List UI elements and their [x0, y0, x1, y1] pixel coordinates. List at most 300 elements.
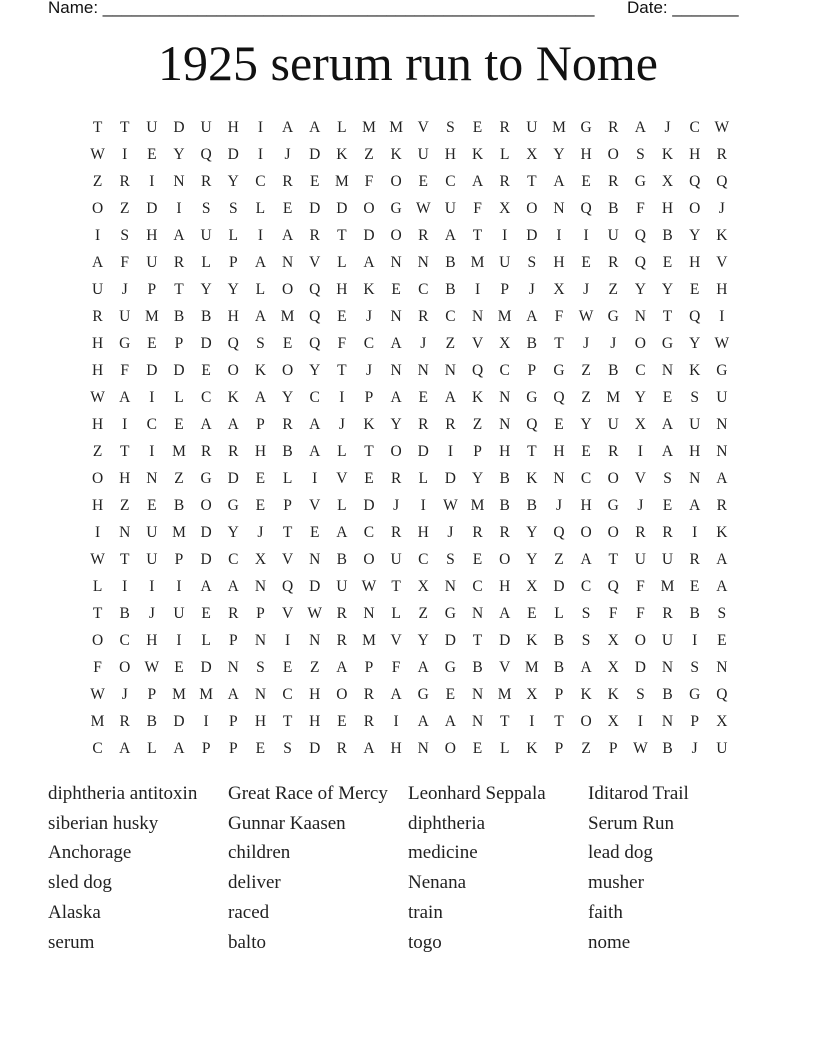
grid-letter: O: [689, 199, 701, 217]
grid-letter: T: [92, 118, 103, 136]
grid-letter: M: [90, 712, 105, 730]
grid-letter: B: [689, 604, 700, 622]
grid-letter: Y: [200, 280, 212, 298]
grid-letter: N: [689, 469, 701, 487]
grid-letter: R: [445, 415, 456, 433]
grid-letter: H: [553, 442, 565, 460]
grid-letter: T: [472, 226, 483, 244]
grid-letter: R: [418, 415, 429, 433]
grid-row: [84, 438, 735, 465]
grid-letter: N: [309, 631, 321, 649]
grid-letter: O: [607, 469, 619, 487]
grid-letter: T: [608, 550, 618, 568]
grid-letter: I: [556, 226, 562, 244]
grid-letter: P: [201, 739, 211, 757]
grid-letter: E: [581, 172, 591, 190]
grid-letter: H: [254, 442, 267, 460]
grid-letter: P: [500, 280, 509, 298]
grid-letter: C: [119, 631, 130, 649]
grid-row: [84, 735, 735, 762]
grid-letter: J: [637, 496, 644, 514]
grid-letter: Z: [472, 415, 483, 433]
grid-letter: I: [502, 226, 508, 244]
grid-letter: R: [336, 739, 347, 757]
grid-letter: L: [337, 118, 347, 136]
grid-letter: J: [691, 739, 698, 757]
grid-letter: U: [716, 739, 728, 757]
grid-letter: J: [718, 199, 725, 217]
grid-letter: Y: [661, 280, 674, 298]
grid-letter: B: [173, 496, 185, 514]
grid-letter: Y: [553, 145, 565, 163]
grid-letter: H: [91, 361, 104, 379]
grid-letter: P: [256, 415, 265, 433]
grid-letter: M: [172, 685, 186, 703]
grid-letter: P: [228, 739, 238, 757]
grid-letter: U: [526, 118, 538, 136]
grid-letter: B: [445, 280, 456, 298]
grid-letter: W: [307, 604, 323, 622]
word-list-item: deliver: [228, 872, 281, 894]
grid-letter: M: [470, 253, 485, 271]
grid-letter: T: [174, 280, 184, 298]
grid-letter: Z: [92, 442, 103, 460]
grid-letter: H: [309, 685, 321, 703]
grid-letter: U: [173, 604, 185, 622]
grid-letter: Y: [634, 280, 646, 298]
grid-letter: I: [637, 442, 643, 460]
grid-letter: Y: [689, 226, 701, 244]
grid-letter: G: [634, 172, 646, 190]
word-list-item: diphtheria: [408, 812, 486, 834]
grid-letter: L: [337, 496, 347, 514]
grid-letter: X: [526, 685, 538, 703]
grid-letter: R: [390, 469, 402, 487]
grid-letter: U: [661, 550, 674, 568]
grid-letter: S: [256, 658, 265, 676]
grid-letter: J: [664, 118, 671, 136]
grid-letter: I: [692, 523, 698, 541]
grid-letter: T: [119, 550, 130, 568]
grid-letter: J: [393, 496, 400, 514]
grid-letter: L: [391, 604, 401, 622]
grid-letter: N: [661, 361, 674, 379]
grid-letter: H: [689, 253, 701, 271]
grid-letter: X: [634, 415, 646, 433]
grid-letter: A: [444, 388, 456, 406]
grid-letter: R: [499, 172, 510, 190]
grid-letter: T: [499, 712, 510, 730]
grid-letter: K: [716, 523, 728, 541]
grid-letter: A: [716, 469, 728, 487]
word-list-item: train: [408, 902, 443, 924]
grid-letter: H: [309, 712, 321, 730]
grid-letter: I: [529, 712, 535, 730]
grid-letter: I: [257, 145, 263, 163]
grid-letter: N: [417, 253, 429, 271]
grid-letter: H: [91, 415, 104, 433]
grid-letter: K: [254, 361, 267, 379]
grid-letter: D: [146, 361, 158, 379]
grid-letter: G: [689, 685, 701, 703]
word-list-item: children: [228, 842, 291, 864]
grid-letter: V: [499, 658, 511, 676]
grid-letter: B: [662, 226, 673, 244]
grid-row: [84, 600, 735, 627]
grid-letter: A: [417, 658, 429, 676]
grid-letter: E: [689, 280, 700, 298]
grid-letter: H: [91, 496, 104, 514]
grid-letter: G: [227, 496, 239, 514]
grid-letter: E: [174, 415, 184, 433]
grid-letter: Q: [471, 361, 484, 379]
grid-letter: T: [554, 334, 564, 352]
grid-letter: G: [607, 496, 619, 514]
grid-letter: L: [201, 631, 211, 649]
grid-letter: J: [583, 334, 590, 352]
grid-row: [84, 114, 735, 141]
grid-letter: G: [526, 388, 538, 406]
grid-row: [84, 519, 735, 546]
grid-letter: J: [338, 415, 345, 433]
grid-letter: T: [527, 442, 537, 460]
grid-letter: W: [90, 685, 105, 703]
grid-letter: Z: [581, 361, 591, 379]
grid-letter: U: [634, 550, 646, 568]
grid-letter: X: [661, 172, 674, 190]
grid-letter: F: [636, 577, 645, 595]
grid-letter: N: [119, 523, 131, 541]
name-field-label: Name: ____________________________________________________: [48, 0, 595, 17]
grid-letter: T: [391, 577, 401, 595]
word-list-row: [48, 898, 768, 928]
grid-letter: L: [255, 280, 266, 298]
grid-letter: N: [471, 685, 484, 703]
grid-letter: V: [281, 604, 294, 622]
grid-letter: R: [119, 712, 130, 730]
grid-letter: X: [607, 712, 619, 730]
grid-letter: F: [608, 604, 618, 622]
grid-letter: P: [473, 442, 482, 460]
grid-letter: V: [336, 469, 348, 487]
grid-letter: V: [716, 253, 728, 271]
grid-letter: K: [336, 145, 348, 163]
grid-letter: O: [91, 631, 104, 649]
grid-letter: C: [689, 118, 700, 136]
grid-letter: Y: [689, 334, 701, 352]
date-field-label: Date: _______: [627, 0, 739, 17]
word-list-item: serum: [48, 931, 95, 953]
grid-letter: O: [200, 496, 212, 514]
grid-letter: C: [363, 523, 375, 541]
grid-letter: R: [119, 172, 130, 190]
grid-letter: W: [415, 199, 431, 217]
grid-letter: D: [417, 442, 429, 460]
grid-letter: Q: [309, 334, 321, 352]
grid-letter: G: [119, 334, 131, 352]
grid-letter: X: [526, 145, 538, 163]
grid-letter: O: [227, 361, 239, 379]
grid-letter: E: [147, 145, 157, 163]
grid-letter: S: [228, 199, 238, 217]
grid-letter: V: [309, 253, 321, 271]
grid-letter: R: [472, 523, 483, 541]
grid-letter: A: [471, 172, 484, 190]
grid-letter: A: [336, 658, 348, 676]
word-list-item: togo: [408, 931, 442, 953]
grid-letter: I: [692, 631, 698, 649]
grid-letter: P: [527, 361, 537, 379]
grid-letter: B: [662, 739, 673, 757]
grid-letter: A: [227, 415, 239, 433]
grid-letter: E: [147, 334, 157, 352]
grid-letter: H: [553, 253, 565, 271]
grid-letter: T: [554, 712, 564, 730]
grid-letter: Q: [716, 172, 728, 190]
grid-letter: W: [578, 307, 594, 325]
word-list-row: [48, 779, 768, 809]
grid-letter: E: [581, 253, 591, 271]
grid-letter: U: [499, 253, 511, 271]
grid-letter: K: [526, 631, 538, 649]
grid-letter: S: [120, 226, 130, 244]
grid-letter: M: [172, 523, 186, 541]
grid-letter: N: [499, 388, 511, 406]
grid-letter: W: [90, 388, 105, 406]
grid-letter: A: [173, 226, 185, 244]
grid-letter: D: [309, 577, 321, 595]
grid-letter: S: [581, 604, 591, 622]
page-title: 1925 serum run to Nome: [158, 35, 658, 91]
grid-letter: B: [282, 442, 293, 460]
grid-letter: Y: [390, 415, 402, 433]
grid-letter: A: [200, 415, 212, 433]
grid-letter: I: [149, 442, 155, 460]
grid-letter: U: [661, 631, 674, 649]
grid-letter: D: [200, 334, 212, 352]
grid-letter: H: [499, 442, 511, 460]
grid-letter: O: [444, 739, 456, 757]
grid-letter: R: [228, 442, 239, 460]
grid-letter: U: [146, 253, 158, 271]
grid-letter: A: [390, 388, 402, 406]
grid-letter: W: [361, 577, 377, 595]
grid-letter: C: [499, 361, 510, 379]
grid-letter: N: [363, 604, 375, 622]
grid-letter: U: [444, 199, 456, 217]
grid-letter: T: [472, 631, 483, 649]
grid-letter: Y: [634, 388, 646, 406]
grid-letter: H: [336, 280, 348, 298]
grid-letter: R: [608, 172, 619, 190]
word-list-item: siberian husky: [48, 812, 159, 834]
grid-letter: N: [254, 685, 267, 703]
grid-letter: Q: [227, 334, 239, 352]
grid-letter: U: [200, 118, 212, 136]
grid-letter: X: [716, 712, 728, 730]
grid-letter: Q: [309, 307, 321, 325]
grid-letter: Y: [227, 172, 239, 190]
grid-letter: R: [282, 172, 293, 190]
grid-letter: J: [555, 496, 562, 514]
grid-letter: M: [497, 307, 512, 325]
grid-letter: I: [94, 226, 101, 244]
grid-letter: B: [472, 658, 483, 676]
grid-row: [84, 330, 735, 357]
grid-letter: I: [149, 172, 155, 190]
grid-letter: R: [662, 604, 673, 622]
grid-letter: G: [200, 469, 212, 487]
grid-letter: H: [444, 145, 456, 163]
grid-letter: N: [146, 469, 158, 487]
grid-letter: N: [716, 442, 728, 460]
grid-row: [84, 141, 735, 168]
grid-letter: W: [714, 118, 730, 136]
grid-letter: A: [661, 442, 674, 460]
grid-letter: I: [149, 577, 155, 595]
grid-letter: R: [309, 226, 320, 244]
grid-letter: H: [689, 442, 701, 460]
grid-letter: X: [254, 550, 267, 568]
word-list: [48, 779, 768, 958]
grid-letter: D: [200, 523, 212, 541]
grid-letter: J: [528, 280, 535, 298]
grid-letter: G: [417, 685, 429, 703]
grid-letter: X: [607, 631, 619, 649]
grid-letter: S: [636, 145, 645, 163]
grid-letter: H: [580, 145, 592, 163]
grid-letter: E: [445, 685, 456, 703]
grid-letter: D: [499, 631, 511, 649]
grid-letter: R: [689, 550, 700, 568]
grid-letter: P: [228, 253, 238, 271]
grid-letter: A: [281, 118, 294, 136]
grid-letter: Z: [174, 469, 184, 487]
grid-letter: B: [336, 550, 347, 568]
grid-letter: M: [606, 388, 621, 406]
grid-letter: N: [309, 550, 321, 568]
grid-letter: D: [309, 199, 321, 217]
grid-letter: A: [716, 550, 728, 568]
grid-letter: K: [363, 415, 375, 433]
grid-letter: Q: [526, 415, 538, 433]
grid-letter: A: [390, 685, 402, 703]
grid-letter: B: [119, 604, 130, 622]
grid-row: [84, 249, 735, 276]
word-list-item: musher: [588, 872, 644, 894]
grid-letter: N: [390, 253, 402, 271]
word-list-item: Leonhard Seppala: [408, 782, 546, 804]
grid-letter: D: [227, 469, 239, 487]
grid-letter: O: [281, 361, 294, 379]
grid-letter: P: [147, 280, 157, 298]
grid-letter: H: [661, 199, 674, 217]
grid-letter: N: [254, 631, 267, 649]
grid-letter: E: [282, 334, 293, 352]
grid-letter: T: [337, 361, 347, 379]
grid-letter: Z: [418, 604, 428, 622]
grid-letter: C: [309, 388, 320, 406]
grid-letter: O: [91, 469, 104, 487]
grid-letter: N: [444, 577, 456, 595]
grid-letter: N: [417, 361, 429, 379]
grid-letter: F: [120, 253, 130, 271]
grid-letter: Y: [227, 523, 239, 541]
grid-letter: A: [309, 415, 321, 433]
grid-letter: H: [227, 307, 239, 325]
grid-letter: O: [580, 712, 592, 730]
grid-letter: A: [227, 577, 239, 595]
grid-letter: M: [172, 442, 186, 460]
grid-letter: Q: [553, 523, 565, 541]
grid-letter: U: [607, 415, 619, 433]
grid-letter: S: [446, 118, 455, 136]
grid-letter: B: [499, 469, 510, 487]
grid-row: [84, 573, 735, 600]
grid-letter: R: [635, 523, 646, 541]
grid-letter: J: [583, 280, 590, 298]
grid-letter: A: [689, 496, 701, 514]
grid-letter: A: [580, 658, 592, 676]
grid-letter: N: [417, 739, 429, 757]
grid-letter: L: [282, 469, 293, 487]
grid-letter: L: [337, 442, 347, 460]
grid-letter: O: [390, 442, 402, 460]
grid-letter: H: [716, 280, 728, 298]
grid-letter: A: [254, 307, 267, 325]
grid-letter: R: [608, 253, 619, 271]
word-list-item: Nenana: [408, 872, 467, 894]
grid-letter: D: [336, 199, 348, 217]
grid-letter: D: [526, 226, 538, 244]
grid-letter: N: [661, 658, 674, 676]
word-list-row: [48, 928, 768, 958]
grid-letter: R: [418, 226, 429, 244]
grid-letter: J: [365, 307, 372, 325]
grid-letter: H: [499, 577, 511, 595]
grid-letter: F: [93, 658, 102, 676]
grid-letter: R: [363, 685, 375, 703]
grid-letter: J: [257, 523, 264, 541]
grid-letter: A: [716, 577, 728, 595]
grid-letter: R: [499, 118, 510, 136]
grid-letter: J: [121, 280, 128, 298]
grid-letter: U: [146, 118, 158, 136]
grid-letter: N: [471, 712, 484, 730]
grid-letter: B: [553, 631, 565, 649]
word-list-item: Gunnar Kaasen: [228, 812, 346, 834]
grid-letter: I: [474, 280, 481, 298]
grid-letter: M: [552, 118, 566, 136]
grid-letter: P: [174, 334, 184, 352]
grid-letter: T: [662, 307, 673, 325]
grid-letter: J: [121, 685, 128, 703]
grid-letter: E: [147, 496, 157, 514]
grid-letter: K: [471, 388, 484, 406]
grid-letter: A: [580, 550, 592, 568]
word-list-item: Anchorage: [48, 842, 132, 864]
grid-letter: E: [418, 388, 428, 406]
grid-letter: H: [689, 145, 701, 163]
grid-letter: A: [363, 253, 375, 271]
grid-letter: O: [363, 550, 375, 568]
grid-letter: O: [119, 658, 131, 676]
grid-letter: J: [365, 361, 372, 379]
grid-letter: M: [389, 118, 404, 136]
grid-row: [84, 222, 735, 249]
grid-letter: B: [200, 307, 212, 325]
grid-letter: Q: [309, 280, 321, 298]
